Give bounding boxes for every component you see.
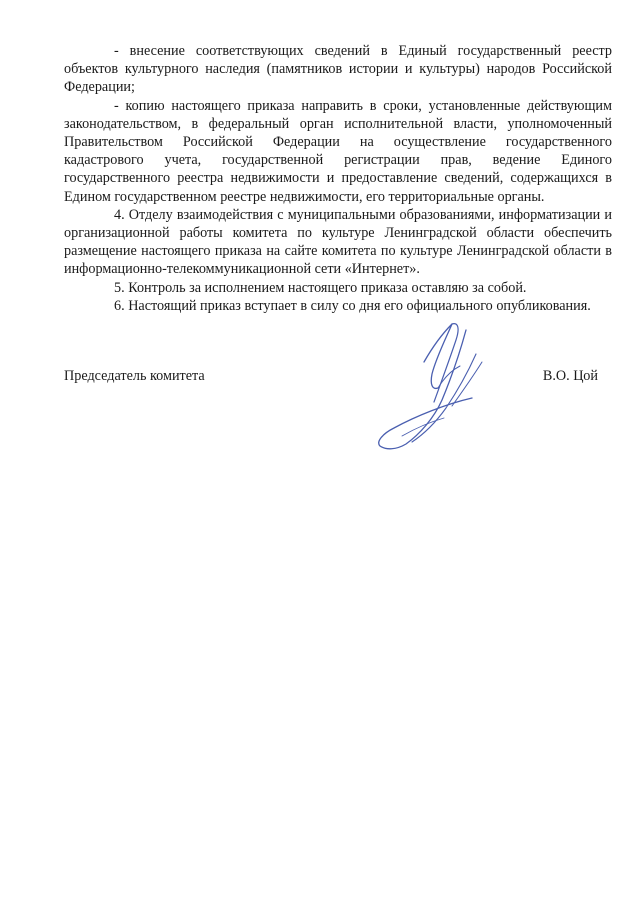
- signatory-title: Председатель комитета: [64, 368, 205, 384]
- signature-stroke: [438, 366, 460, 388]
- paragraph-control: 5. Контроль за исполнением настоящего приказа оставляю за собой.: [114, 279, 527, 296]
- signature-stroke: [412, 354, 476, 442]
- paragraph-registry-entry: - внесение соответствующих сведений в Единый государственный реестр объектов культурного наследия (памятников истории и культуры) народов Российской Федерации;: [64, 43, 612, 96]
- signature-stroke: [424, 324, 452, 388]
- document-body: [64, 42, 612, 315]
- paragraph-publish-on-site: 4. Отделу взаимодействия с муниципальными образованиями, информатизации и организационной работы комитета по культуре Ленинградской области обеспечить размещение настоящего приказа на сайте комитета по культуре Ленинградской области в информационно-телекоммуникационной сети «Интернет».: [64, 206, 612, 278]
- signatory-name: В.О. Цой: [542, 368, 598, 384]
- handwritten-signature: [372, 318, 490, 454]
- signature-block: [64, 367, 612, 387]
- paragraph-effective-date: 6. Настоящий приказ вступает в силу со дня его официального опубликования.: [114, 297, 591, 314]
- paragraph-send-copy: - копию настоящего приказа направить в сроки, установленные действующим законодательством, в федеральный орган исполнительной власти, уполномоченный Правительством Российской Федерации на осуществление государственного кадастрового учета, государственной регистрации прав, ведение Единого государственного реестра недвижимости и предоставление сведений, содержащихся в Едином государственном реестре недвижимости, его территориальные органы.: [64, 97, 612, 205]
